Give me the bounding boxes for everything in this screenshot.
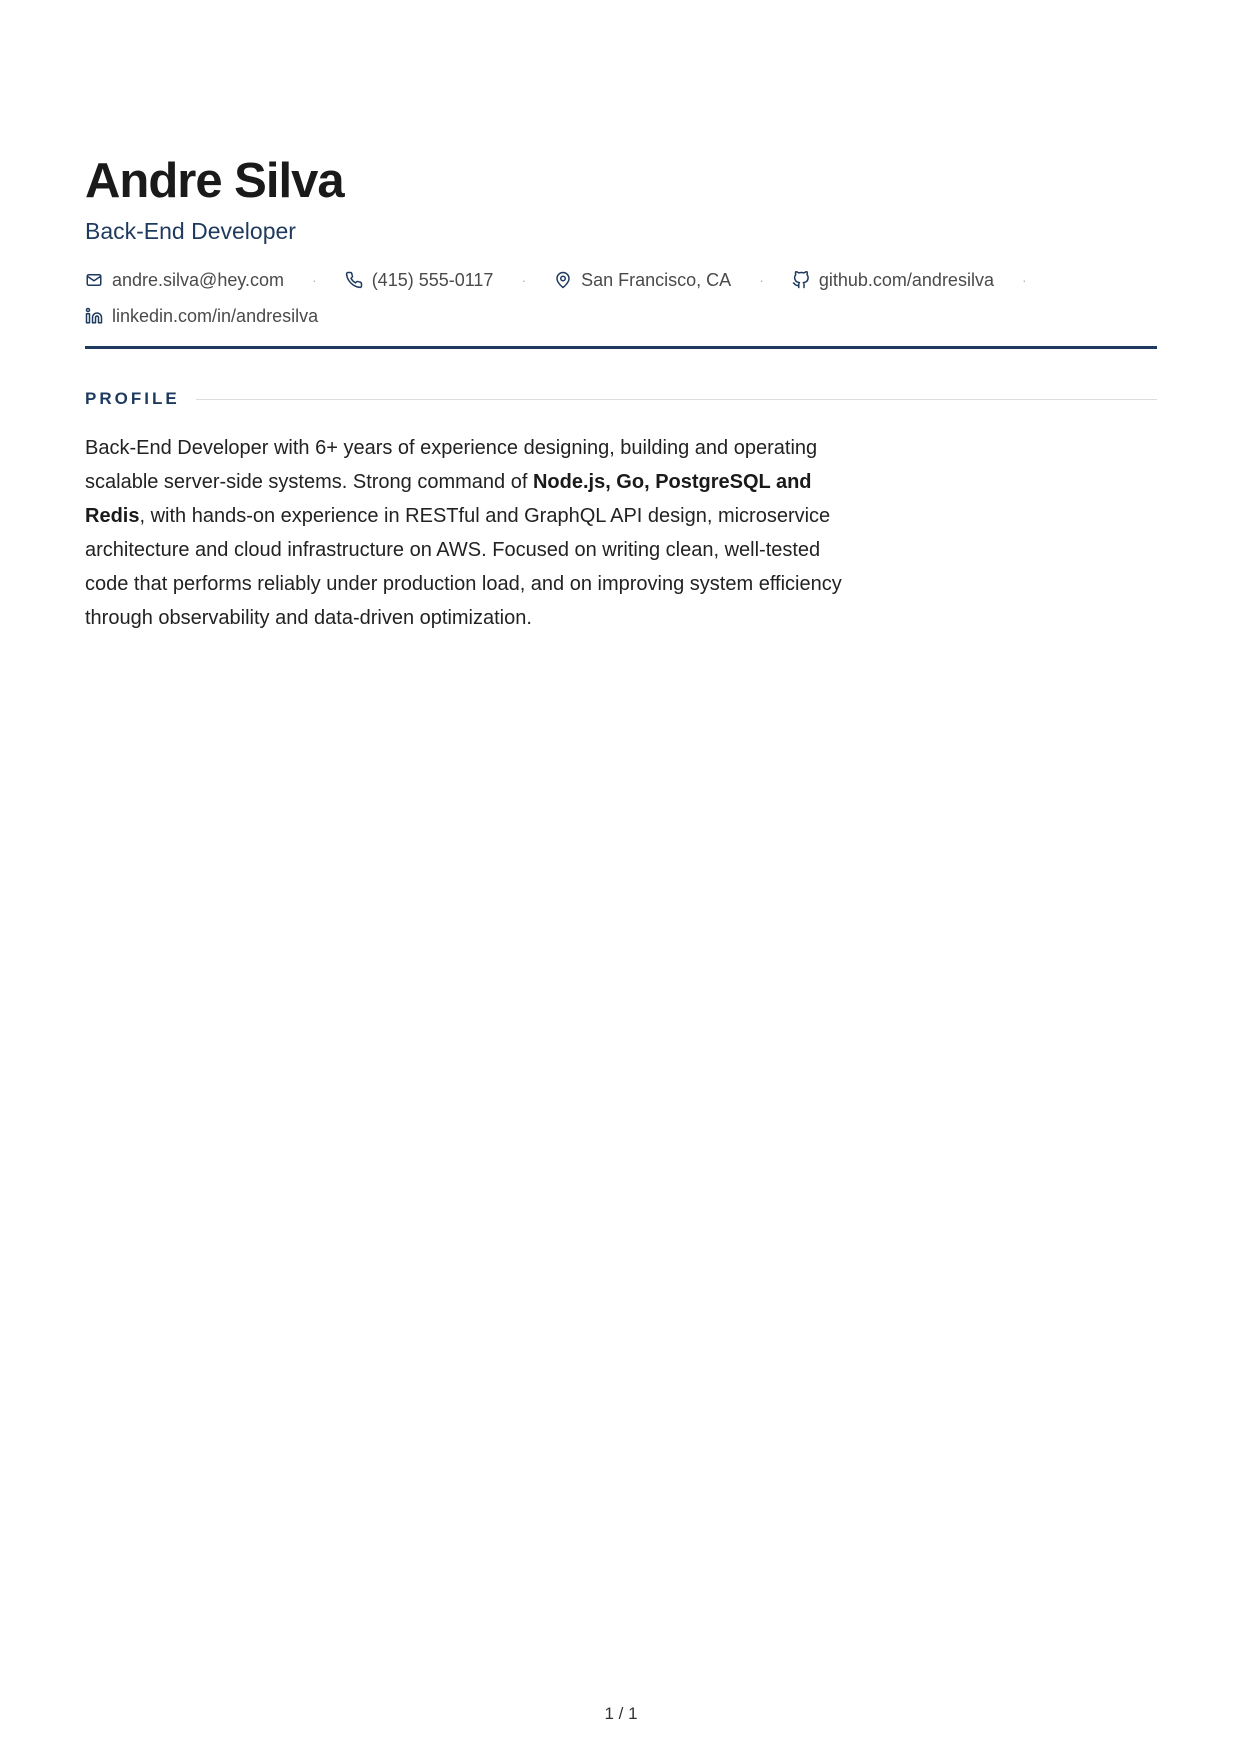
contact-location-text: San Francisco, CA <box>581 269 732 290</box>
contact-separator: · <box>759 272 764 288</box>
contact-phone[interactable] <box>345 268 494 292</box>
contact-list <box>85 268 1085 328</box>
contact-linkedin[interactable] <box>85 304 318 328</box>
contact-github-text: github.com/andresilva <box>818 269 994 290</box>
header-divider <box>85 346 1157 349</box>
contact-separator: · <box>521 272 527 288</box>
contact-location <box>554 268 731 292</box>
section-divider <box>196 399 1157 400</box>
contact-separator: · <box>312 272 317 288</box>
profile-text-part2: , with hands-on experience in RESTful and GraphQL API design, microservice architecture and cloud infrastructure on AWS. Focused on writing clean, well-tested code that performs reliably under production load, and on improving system efficiency through observability and data-driven optimization. <box>85 505 842 629</box>
github-icon <box>792 271 810 289</box>
resume-page <box>85 150 1157 655</box>
candidate-role: Back-End Developer <box>85 218 296 244</box>
contact-email-text: andre.silva@hey.com <box>112 269 285 290</box>
page-number: 1 / 1 <box>604 1704 638 1723</box>
profile-text-part1: Back-End Developer with 6+ years of experience designing, building and operating scalable server-side systems. Strong command of <box>85 437 818 493</box>
mail-icon <box>85 271 103 289</box>
contact-phone-text: (415) 555-0117 <box>371 269 494 290</box>
contact-linkedin-text: linkedin.com/in/andresilva <box>112 305 319 326</box>
phone-icon <box>345 271 363 289</box>
contact-separator: · <box>1021 272 1027 288</box>
contact-github[interactable] <box>792 268 994 292</box>
profile-section-header <box>85 389 1157 409</box>
profile-summary <box>85 431 845 635</box>
profile-text-skills: Node.js, Go, PostgreSQL and Redis <box>85 471 812 527</box>
map-pin-icon <box>554 271 572 289</box>
contact-email[interactable] <box>85 268 284 292</box>
profile-section-title: PROFILE <box>85 389 180 408</box>
linkedin-icon <box>85 307 103 325</box>
candidate-name: Andre Silva <box>85 154 344 208</box>
